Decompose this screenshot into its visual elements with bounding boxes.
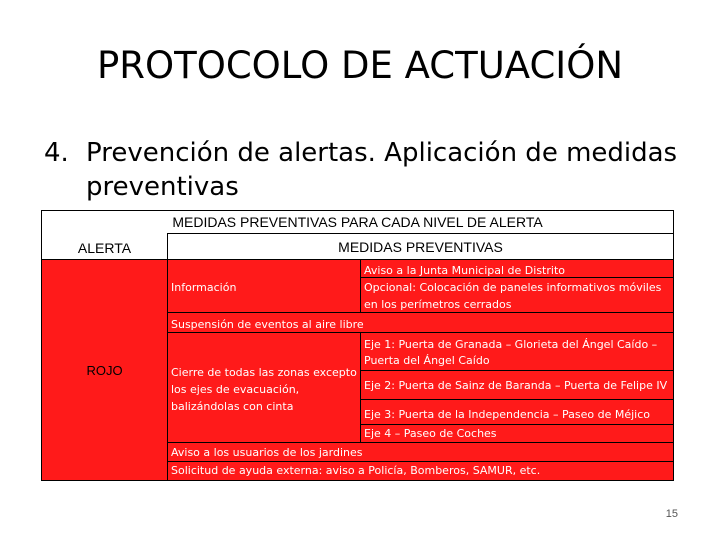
alert-level-rojo: ROJO [86, 363, 123, 378]
divider [360, 424, 673, 425]
cierre-line2: los ejes de evacuación, [171, 383, 300, 396]
eje4: Eje 4 – Paseo de Coches [364, 427, 497, 440]
divider [168, 442, 673, 443]
eje3: Eje 3: Puerta de la Independencia – Paseo de Méjico [364, 408, 651, 421]
heading-number: 4. [44, 138, 69, 168]
column-header-medidas: MEDIDAS PREVENTIVAS [338, 239, 503, 255]
eje1-line1: Eje 1: Puerta de Granada – Glorieta del Ángel Caído – [364, 338, 658, 351]
divider [360, 399, 673, 400]
divider [360, 277, 673, 278]
aviso-junta: Aviso a la Junta Municipal de Distrito [364, 264, 565, 277]
preventive-measures-table [41, 210, 674, 481]
suspension-eventos: Suspensión de eventos al aire libre [171, 318, 364, 331]
cierre-line3: balizándolas con cinta [171, 400, 294, 413]
cierre-line1: Cierre de todas las zonas excepto [171, 366, 357, 379]
divider [168, 461, 673, 462]
informacion-label: Información [171, 281, 237, 294]
divider [360, 260, 361, 312]
opcional-line2: en los perímetros cerrados [364, 298, 512, 311]
alert-level-cell [42, 260, 167, 480]
solicitud-ayuda: Solicitud de ayuda externa: aviso a Policía, Bomberos, SAMUR, etc. [171, 464, 541, 477]
slide-title: PROTOCOLO DE ACTUACIÓN [96, 44, 624, 87]
page-number: 15 [665, 508, 678, 520]
divider [360, 370, 673, 371]
eje2: Eje 2: Puerta de Sainz de Baranda – Puerta de Felipe IV [364, 379, 668, 392]
eje1-line2: Puerta del Ángel Caído [364, 354, 490, 367]
table-caption: MEDIDAS PREVENTIVAS PARA CADA NIVEL DE ALERTA [172, 214, 543, 230]
divider [168, 312, 673, 313]
opcional-line1: Opcional: Colocación de paneles informativos móviles [364, 281, 662, 294]
divider [360, 332, 361, 442]
heading-text: Prevención de alertas. Aplicación de medidas preventivas [86, 138, 678, 202]
divider [168, 332, 673, 333]
column-header-alerta: ALERTA [77, 240, 132, 256]
aviso-usuarios: Aviso a los usuarios de los jardines [171, 446, 363, 459]
divider [167, 233, 168, 259]
